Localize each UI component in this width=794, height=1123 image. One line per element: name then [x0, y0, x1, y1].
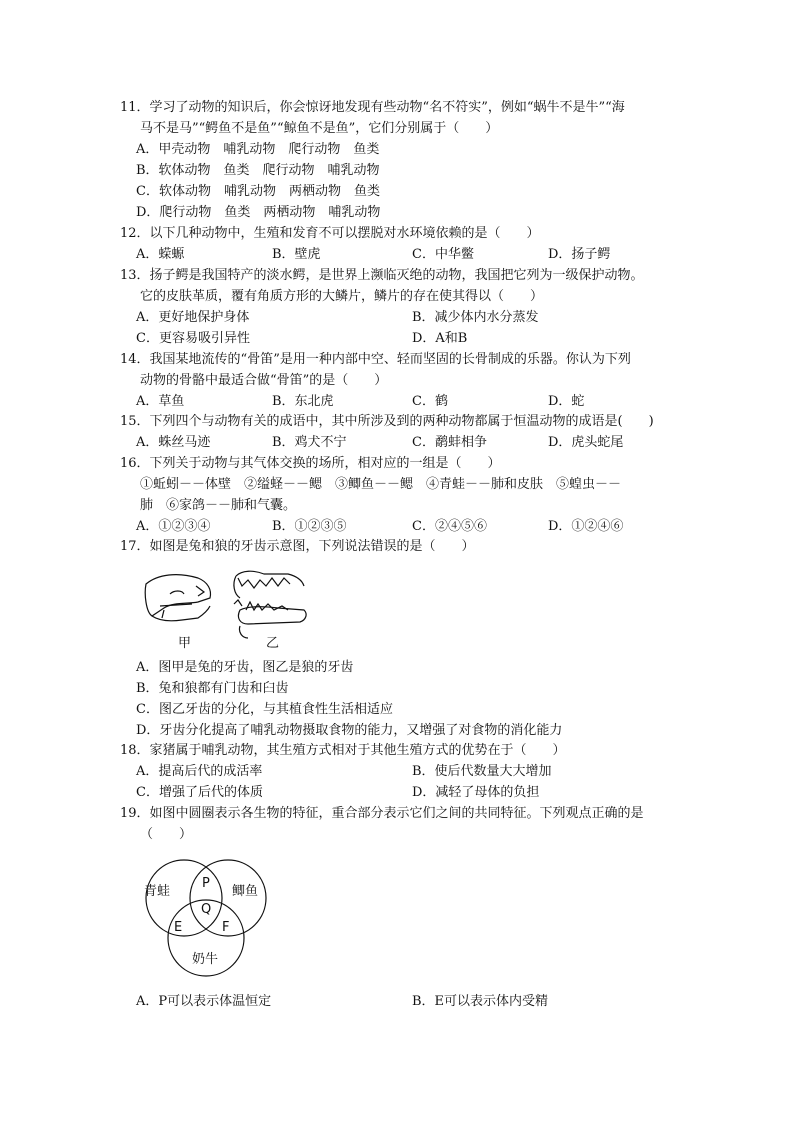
question-17-options: [120, 657, 700, 741]
question-11: [120, 97, 700, 223]
question-13: [120, 265, 700, 349]
question-stem-continued: 它的皮肤革质，覆有角质方形的大鳞片，鳞片的存在使其得以（ ）: [140, 289, 544, 304]
question-stem: 15．下列四个与动物有关的成语中，其中所涉及到的两种动物都属于恒温动物的成语是( ): [120, 414, 654, 429]
option-a[interactable]: A．图甲是兔的牙齿，图乙是狼的牙齿: [136, 660, 354, 675]
option-d[interactable]: D．A和B: [412, 331, 468, 346]
options-row: [120, 991, 700, 1012]
options-row: [120, 782, 700, 803]
question-15: [120, 411, 700, 453]
option-b[interactable]: B．东北虎: [272, 394, 334, 409]
question-17: [120, 536, 700, 557]
venn-region-f: F: [222, 920, 230, 935]
venn-label-frog: 青蛙: [144, 884, 171, 899]
question-stem: 19．如图中圆圈表示各生物的特征，重合部分表示它们之间的共同特征。下列观点正确的是: [120, 806, 644, 821]
question-stem: 13．扬子鳄是我国特产的淡水鳄，是世界上濒临灭绝的动物，我国把它列为一级保护动物。: [120, 268, 644, 283]
options-row: [120, 328, 700, 349]
question-18: [120, 740, 700, 803]
options-row: [120, 307, 700, 328]
question-stem: 14．我国某地流传的“骨笛”是用一种内部中空、轻而坚固的长骨制成的乐器。你认为下列: [120, 352, 631, 367]
option-d[interactable]: D．虎头蛇尾: [548, 435, 624, 450]
question-stem: 12．以下几种动物中，生殖和发育不可以摆脱对水环境依赖的是（ ）: [120, 226, 540, 241]
teeth-drawing: [138, 564, 318, 654]
option-c[interactable]: C．②④⑤⑥: [412, 519, 487, 534]
option-b[interactable]: B．使后代数量大大增加: [412, 764, 552, 779]
venn-label-cow: 奶牛: [192, 952, 219, 967]
option-d[interactable]: D．①②④⑥: [548, 519, 624, 534]
question-stem-continued: ①蚯蚓－－体壁 ②缢蛏－－鳃 ③鲫鱼－－鳃 ④青蛙－－肺和皮肤 ⑤蝗虫－－: [140, 477, 622, 492]
option-a[interactable]: A．蝾螈: [136, 247, 185, 262]
options-row: [120, 244, 700, 265]
teeth-figure: [138, 564, 318, 654]
option-d[interactable]: D．爬行动物 鱼类 两栖动物 哺乳动物: [136, 205, 381, 220]
question-14: [120, 349, 700, 412]
question-stem-continued: 马不是马”“鳄鱼不是鱼”“鲸鱼不是鱼”，它们分别属于（ ）: [140, 121, 499, 136]
venn-region-q: Q: [201, 902, 212, 917]
option-c[interactable]: C．更容易吸引异性: [136, 331, 250, 346]
option-b[interactable]: B．①②③⑤: [272, 519, 347, 534]
options-row: [120, 516, 700, 537]
option-a[interactable]: A．甲壳动物 哺乳动物 爬行动物 鱼类: [136, 142, 380, 157]
question-12: [120, 223, 700, 265]
figure-label-jia: 甲: [178, 636, 192, 651]
option-a[interactable]: A．①②③④: [136, 519, 211, 534]
option-b[interactable]: B．软体动物 鱼类 爬行动物 哺乳动物: [136, 163, 380, 178]
option-d[interactable]: D．减轻了母体的负担: [412, 785, 540, 800]
question-stem: 16．下列关于动物与其气体交换的场所，相对应的一组是（ ）: [120, 456, 501, 471]
option-c[interactable]: C．中华鳖: [412, 247, 474, 262]
question-stem-continued: 动物的骨骼中最适合做“骨笛”的是（ ）: [140, 373, 388, 388]
question-stem: 18．家猪属于哺乳动物，其生殖方式相对于其他生殖方式的优势在于（ ）: [120, 743, 566, 758]
option-b[interactable]: B．减少体内水分蒸发: [412, 310, 539, 325]
options-row: [120, 432, 700, 453]
option-b[interactable]: B．壁虎: [272, 247, 321, 262]
question-stem: 11．学习了动物的知识后，你会惊讶地发现有些动物“名不符实”，例如“蜗牛不是牛”“海: [120, 100, 625, 115]
option-c[interactable]: C．增强了后代的体质: [136, 785, 263, 800]
option-d[interactable]: D．蛇: [548, 394, 585, 409]
option-b[interactable]: B．兔和狼都有门齿和臼齿: [136, 681, 289, 696]
question-stem-continued: 肺 ⑥家鸽－－肺和气囊。: [140, 498, 297, 513]
question-19: [120, 803, 700, 845]
venn-diagram: [136, 858, 276, 982]
rabbit-skull-icon: [145, 575, 210, 621]
venn-region-e: E: [174, 920, 183, 935]
question-16: [120, 453, 700, 537]
option-a[interactable]: A．P可以表示体温恒定: [136, 994, 272, 1009]
question-stem: 17．如图是兔和狼的牙齿示意图，下列说法错误的是（ ）: [120, 539, 475, 554]
options-row: [120, 391, 700, 412]
wolf-skull-icon: [234, 571, 306, 638]
option-c[interactable]: C．软体动物 哺乳动物 两栖动物 鱼类: [136, 184, 380, 199]
option-d[interactable]: D．牙齿分化提高了哺乳动物摄取食物的能力，又增强了对食物的消化能力: [136, 723, 563, 738]
options-row: [120, 761, 700, 782]
option-d[interactable]: D．扬子鳄: [548, 247, 611, 262]
option-c[interactable]: C．图乙牙齿的分化，与其植食性生活相适应: [136, 702, 393, 717]
option-a[interactable]: A．提高后代的成活率: [136, 764, 263, 779]
option-c[interactable]: C．鹬蚌相争: [412, 435, 487, 450]
option-a[interactable]: A．更好地保护身体: [136, 310, 250, 325]
venn-region-p: P: [202, 876, 210, 891]
option-b[interactable]: B．鸡犬不宁: [272, 435, 347, 450]
option-b[interactable]: B．E可以表示体内受精: [412, 994, 549, 1009]
option-a[interactable]: A．草鱼: [136, 394, 185, 409]
option-a[interactable]: A．蛛丝马迹: [136, 435, 211, 450]
option-c[interactable]: C．鹤: [412, 394, 448, 409]
question-stem-continued: （ ）: [140, 827, 193, 842]
figure-label-yi: 乙: [266, 636, 280, 651]
venn-label-crucian: 鲫鱼: [232, 884, 259, 899]
question-19-options: [120, 991, 700, 1012]
